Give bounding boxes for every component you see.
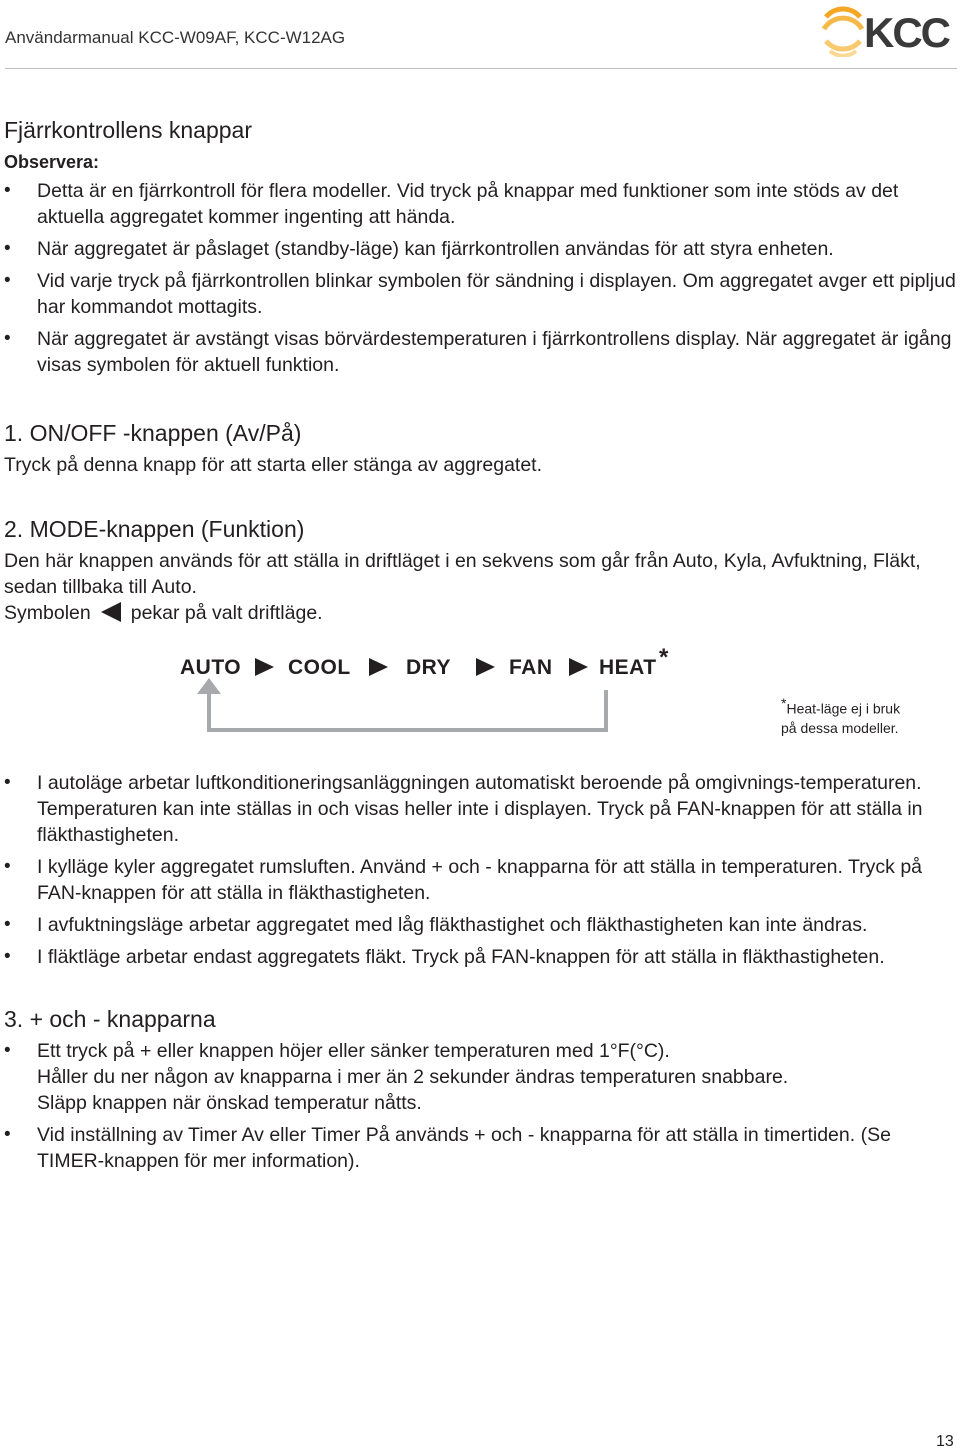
page-number: 13 xyxy=(936,1433,954,1450)
bullet-line: Håller du ner någon av knapparna i mer än 2 sekunder ändras temperaturen snabbare. xyxy=(37,1066,789,1088)
arrow-right-icon xyxy=(569,658,588,676)
symbol-line xyxy=(4,600,956,626)
list-item: • Vid inställning av Timer Av eller Timer På används + och - knapparna för att ställa in timertiden. (Se TIMER-knappen för mer information). xyxy=(4,1122,956,1174)
list-item xyxy=(4,1038,956,1116)
mode-fan: FAN xyxy=(509,656,553,679)
list-item: • Detta är en fjärrkontroll för flera modeller. Vid tryck på knappar med funktioner som inte stöds av det aktuella aggregatet kommer ingenting att hända. xyxy=(4,178,956,230)
mode-auto: AUTO xyxy=(180,656,242,679)
list-item: • När aggregatet är påslaget (standby-läge) kan fjärrkontrollen användas för att styra enheten. xyxy=(4,236,956,262)
manual-title: Användarmanual KCC-W09AF, KCC-W12AG xyxy=(5,28,346,47)
bullet-line: Ett tryck på + eller knappen höjer eller sänker temperaturen med 1°F(°C). xyxy=(37,1040,670,1062)
list-item: • Vid varje tryck på fjärrkontrollen blinkar symbolen för sändning i displayen. Om aggregatet avger ett pipljud har kommandot mottagits. xyxy=(4,268,956,320)
arrow-right-icon xyxy=(369,658,388,676)
intro-bullet-list xyxy=(4,178,956,378)
list-item: • I kylläge kyler aggregatet rumsluften. Använd + och - knapparna för att ställa in temperaturen. Tryck på FAN-knappen för att ställa in fläkthastigheten. xyxy=(4,854,956,906)
list-item: • När aggregatet är avstängt visas börvärdestemperaturen i fjärrkontrollens display. När aggregatet är igång visas symbolen för aktuell funktion. xyxy=(4,326,956,378)
section3-heading: 3. + och - knapparna xyxy=(4,1006,216,1032)
page-content xyxy=(4,116,956,1180)
footnote-asterisk: * xyxy=(781,695,787,711)
mode-heat: HEAT xyxy=(599,656,657,679)
note-label: Observera: xyxy=(4,152,100,172)
asterisk-mark: * xyxy=(659,644,669,671)
heat-footnote xyxy=(781,694,900,738)
arrow-right-icon xyxy=(255,658,274,676)
footnote-line1: Heat-läge ej i bruk xyxy=(786,700,901,717)
bullet-line: Släpp knappen när önskad temperatur nåtts. xyxy=(37,1092,422,1114)
list-item: • I fläktläge arbetar endast aggregatets fläkt. Tryck på FAN-knappen för att ställa in fläkthastigheten. xyxy=(4,944,956,970)
section1-heading: 1. ON/OFF -knappen (Av/På) xyxy=(4,420,302,446)
mode-cool: COOL xyxy=(288,656,351,679)
section2-heading: 2. MODE-knappen (Funktion) xyxy=(4,516,305,542)
section-heading-buttons: Fjärrkontrollens knappar xyxy=(4,117,253,143)
section1-text: Tryck på denna knapp för att starta eller stänga av aggregatet. xyxy=(4,454,543,476)
page-header xyxy=(0,0,960,70)
list-item: • I autoläge arbetar luftkonditioneringsanläggningen automatiskt beroende på omgivnings-temperaturen. Temperaturen kan inte ställas in och visas heller inte i displayen. Tryck på FAN-knappen för att ställa in fläkthastigheten. xyxy=(4,770,956,848)
plus-minus-bullet-list xyxy=(4,1038,956,1174)
symbol-after-text: pekar på valt driftläge. xyxy=(130,602,323,624)
list-item: • I avfuktningsläge arbetar aggregatet med låg fläkthastighet och fläkthastigheten kan inte ändras. xyxy=(4,912,956,938)
logo-text: KCC xyxy=(864,9,949,56)
mode-sequence-diagram xyxy=(4,644,956,770)
symbol-before-text: Symbolen xyxy=(4,602,91,624)
footnote-line2: på dessa modeller. xyxy=(781,719,899,736)
section2-text: Den här knappen används för att ställa in driftläget i en sekvens som går från Auto, Kyla, Avfuktning, Fläkt, sedan tillbaka till Auto. xyxy=(4,550,921,598)
header-divider xyxy=(5,68,957,69)
triangle-left-icon xyxy=(101,602,121,622)
arrow-right-icon xyxy=(476,658,495,676)
kcc-logo xyxy=(820,5,958,57)
mode-bullet-list xyxy=(4,770,956,970)
mode-dry: DRY xyxy=(406,656,452,679)
logo-arcs-icon xyxy=(820,5,864,57)
